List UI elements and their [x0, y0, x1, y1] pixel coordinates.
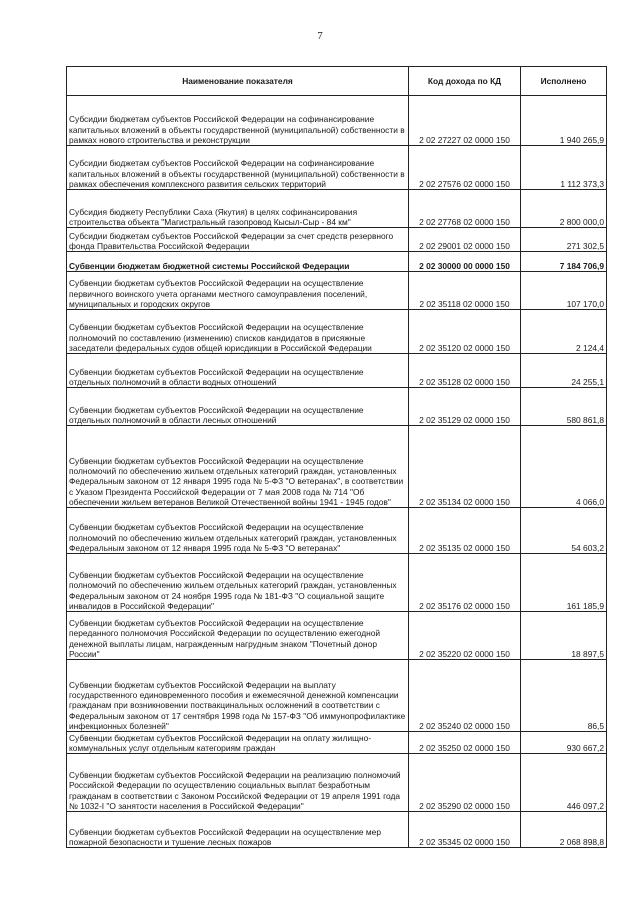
row-name: Субвенции бюджетам субъектов Российской Федерации на осуществление полномочий по обеспечению жильем отдельных категорий граждан, установленных Федеральным законом от 12 января 1995 года № 5-ФЗ "О ветеранах" — [67, 508, 409, 554]
row-code: 2 02 35290 02 0000 150 — [409, 754, 521, 812]
table-row — [67, 508, 607, 554]
table-row — [67, 554, 607, 612]
table-row — [67, 272, 607, 310]
table-row — [67, 388, 607, 426]
row-code: 2 02 35128 02 0000 150 — [409, 354, 521, 388]
row-name: Субвенции бюджетам бюджетной системы Российской Федерации — [67, 252, 409, 272]
row-name: Субвенции бюджетам субъектов Российской Федерации на осуществление полномочий по составлению (изменению) списков кандидатов в присяжные заседатели федеральных судов общей юрисдикции в Российской Федерации — [67, 310, 409, 354]
row-value: 1 112 373,3 — [521, 146, 607, 190]
row-code: 2 02 27768 02 0000 150 — [409, 190, 521, 228]
row-value: 4 066,0 — [521, 426, 607, 508]
row-code: 2 02 27576 02 0000 150 — [409, 146, 521, 190]
row-value: 271 302,5 — [521, 228, 607, 252]
row-value: 1 940 265,9 — [521, 96, 607, 146]
row-value: 580 861,8 — [521, 388, 607, 426]
row-name: Субвенции бюджетам субъектов Российской Федерации на осуществление полномочий по обеспечению жильем отдельных категорий граждан, установленных Федеральным законом от 24 ноября 1995 года № 181-ФЗ "О социальной защите инвалидов в Российской Федерации" — [67, 554, 409, 612]
row-code: 2 02 35250 02 0000 150 — [409, 732, 521, 754]
row-code: 2 02 35134 02 0000 150 — [409, 426, 521, 508]
page-number: 7 — [317, 30, 323, 42]
table-row — [67, 310, 607, 354]
table-body — [67, 96, 607, 848]
row-name: Субвенции бюджетам субъектов Российской Федерации на осуществление переданного полномочия Российской Федерации по осуществлению ежегодной денежной выплаты лицам, награжденным нагрудным знаком "Почетный донор России" — [67, 612, 409, 660]
row-name: Субвенции бюджетам субъектов Российской Федерации на осуществление отдельных полномочий в области водных отношений — [67, 354, 409, 388]
row-value: 161 185,9 — [521, 554, 607, 612]
table-row — [67, 732, 607, 754]
row-name: Субсидии бюджетам субъектов Российской Федерации на софинансирование капитальных вложений в объекты государственной (муниципальной) собственности в рамках нового строительства и реконструкции — [67, 96, 409, 146]
row-code: 2 02 35176 02 0000 150 — [409, 554, 521, 612]
row-name: Субвенции бюджетам субъектов Российской Федерации на осуществление отдельных полномочий в области лесных отношений — [67, 388, 409, 426]
table-row — [67, 812, 607, 848]
row-code: 2 02 35129 02 0000 150 — [409, 388, 521, 426]
row-code: 2 02 35120 02 0000 150 — [409, 310, 521, 354]
budget-table — [66, 66, 607, 848]
row-name: Субвенции бюджетам субъектов Российской Федерации на осуществление полномочий по обеспечению жильем отдельных категорий граждан, установленных Федеральным законом от 12 января 1995 года № 5-ФЗ "О ветеранах", в соответствии с Указом Президента Российской Федерации от 7 мая 2008 года № 714 "Об обеспечении жильем ветеранов Великой Отечественной войны 1941 - 1945 годов" — [67, 426, 409, 508]
row-name: Субвенции бюджетам субъектов Российской Федерации на осуществление мер пожарной безопасности и тушение лесных пожаров — [67, 812, 409, 848]
row-value: 2 800 000,0 — [521, 190, 607, 228]
row-code: 2 02 27227 02 0000 150 — [409, 96, 521, 146]
row-name: Субвенции бюджетам субъектов Российской Федерации на реализацию полномочий Российской Федерации по осуществлению социальных выплат безработным гражданам в соответствии с Законом Российской Федерации от 19 апреля 1991 года № 1032-I "О занятости населения в Российской Федерации" — [67, 754, 409, 812]
row-code: 2 02 35220 02 0000 150 — [409, 612, 521, 660]
row-value: 7 184 706,9 — [521, 252, 607, 272]
row-code: 2 02 35240 02 0000 150 — [409, 660, 521, 732]
row-code: 2 02 35118 02 0000 150 — [409, 272, 521, 310]
header-value: Исполнено — [521, 67, 607, 96]
row-value: 18 897,5 — [521, 612, 607, 660]
table-row — [67, 252, 607, 272]
table-row — [67, 96, 607, 146]
row-name: Субсидии бюджетам субъектов Российской Федерации за счет средств резервного фонда Правительства Российской Федерации — [67, 228, 409, 252]
table-row — [67, 612, 607, 660]
table-row — [67, 146, 607, 190]
row-value: 86,5 — [521, 660, 607, 732]
row-value: 930 667,2 — [521, 732, 607, 754]
row-value: 2 124,4 — [521, 310, 607, 354]
table-row — [67, 426, 607, 508]
row-value: 107 170,0 — [521, 272, 607, 310]
row-name: Субсидии бюджетам субъектов Российской Федерации на софинансирование капитальных вложений в объекты государственной (муниципальной) собственности в рамках обеспечения комплексного развития сельских территорий — [67, 146, 409, 190]
table-row — [67, 190, 607, 228]
header-name: Наименование показателя — [67, 67, 409, 96]
row-value: 446 097,2 — [521, 754, 607, 812]
row-code: 2 02 30000 00 0000 150 — [409, 252, 521, 272]
row-name: Субвенции бюджетам субъектов Российской Федерации на оплату жилищно-коммунальных услуг отдельным категориям граждан — [67, 732, 409, 754]
row-code: 2 02 35135 02 0000 150 — [409, 508, 521, 554]
row-code: 2 02 35345 02 0000 150 — [409, 812, 521, 848]
row-name: Субвенции бюджетам субъектов Российской Федерации на выплату государственного единовременного пособия и ежемесячной денежной компенсации гражданам при возникновении поствакцинальных осложнений в соответствии с Федеральным законом от 17 сентября 1998 года № 157-ФЗ "Об иммунопрофилактике инфекционных болезней" — [67, 660, 409, 732]
row-name: Субсидия бюджету Республики Саха (Якутия) в целях софинансирования строительства объекта "Магистральный газопровод Кысыл-Сыр - 84 км" — [67, 190, 409, 228]
table-header-row — [67, 67, 607, 96]
table-row — [67, 354, 607, 388]
table-row — [67, 754, 607, 812]
row-code: 2 02 29001 02 0000 150 — [409, 228, 521, 252]
header-code: Код дохода по КД — [409, 67, 521, 96]
table-row — [67, 660, 607, 732]
row-name: Субвенции бюджетам субъектов Российской Федерации на осуществление первичного воинского учета органами местного самоуправления поселений, муниципальных и городских округов — [67, 272, 409, 310]
row-value: 24 255,1 — [521, 354, 607, 388]
table-row — [67, 228, 607, 252]
row-value: 54 603,2 — [521, 508, 607, 554]
row-value: 2 068 898,8 — [521, 812, 607, 848]
